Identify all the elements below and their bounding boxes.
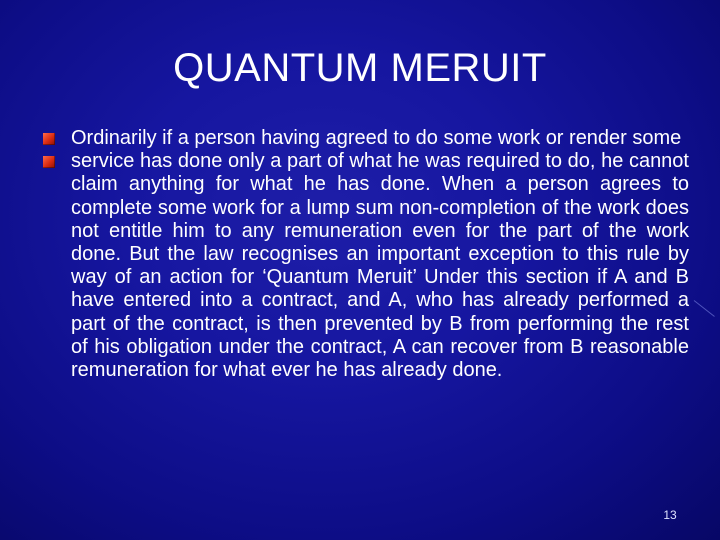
slide-content xyxy=(43,127,689,382)
bullet-item-2 xyxy=(43,150,689,382)
red-square-bullet-icon xyxy=(43,156,55,168)
bullet-item-1 xyxy=(43,127,689,150)
bullet-text-1: Ordinarily if a person having agreed to do some work or render some xyxy=(71,127,682,149)
red-square-bullet-icon xyxy=(43,133,55,145)
page-number: 13 xyxy=(663,508,677,522)
decorative-line xyxy=(694,300,715,317)
slide-title: QUANTUM MERUIT xyxy=(173,46,547,90)
bullet-text-2: service has done only a part of what he was required to do, he cannot claim anything for what he has done. When a person agrees to complete some work for a lump sum non-completion of the work does not entitle him to any remuneration even for the part of the work done. But the law recognises an important exception to this rule by way of an action for ‘Quantum Meruit’ Under this section if A and B have entered into a contract, and A, who has already performed a part of the contract, is then prevented by B from performing the rest of his obligation under the contract, A can recover from B reasonable remuneration for what ever he has already done. xyxy=(71,150,689,382)
